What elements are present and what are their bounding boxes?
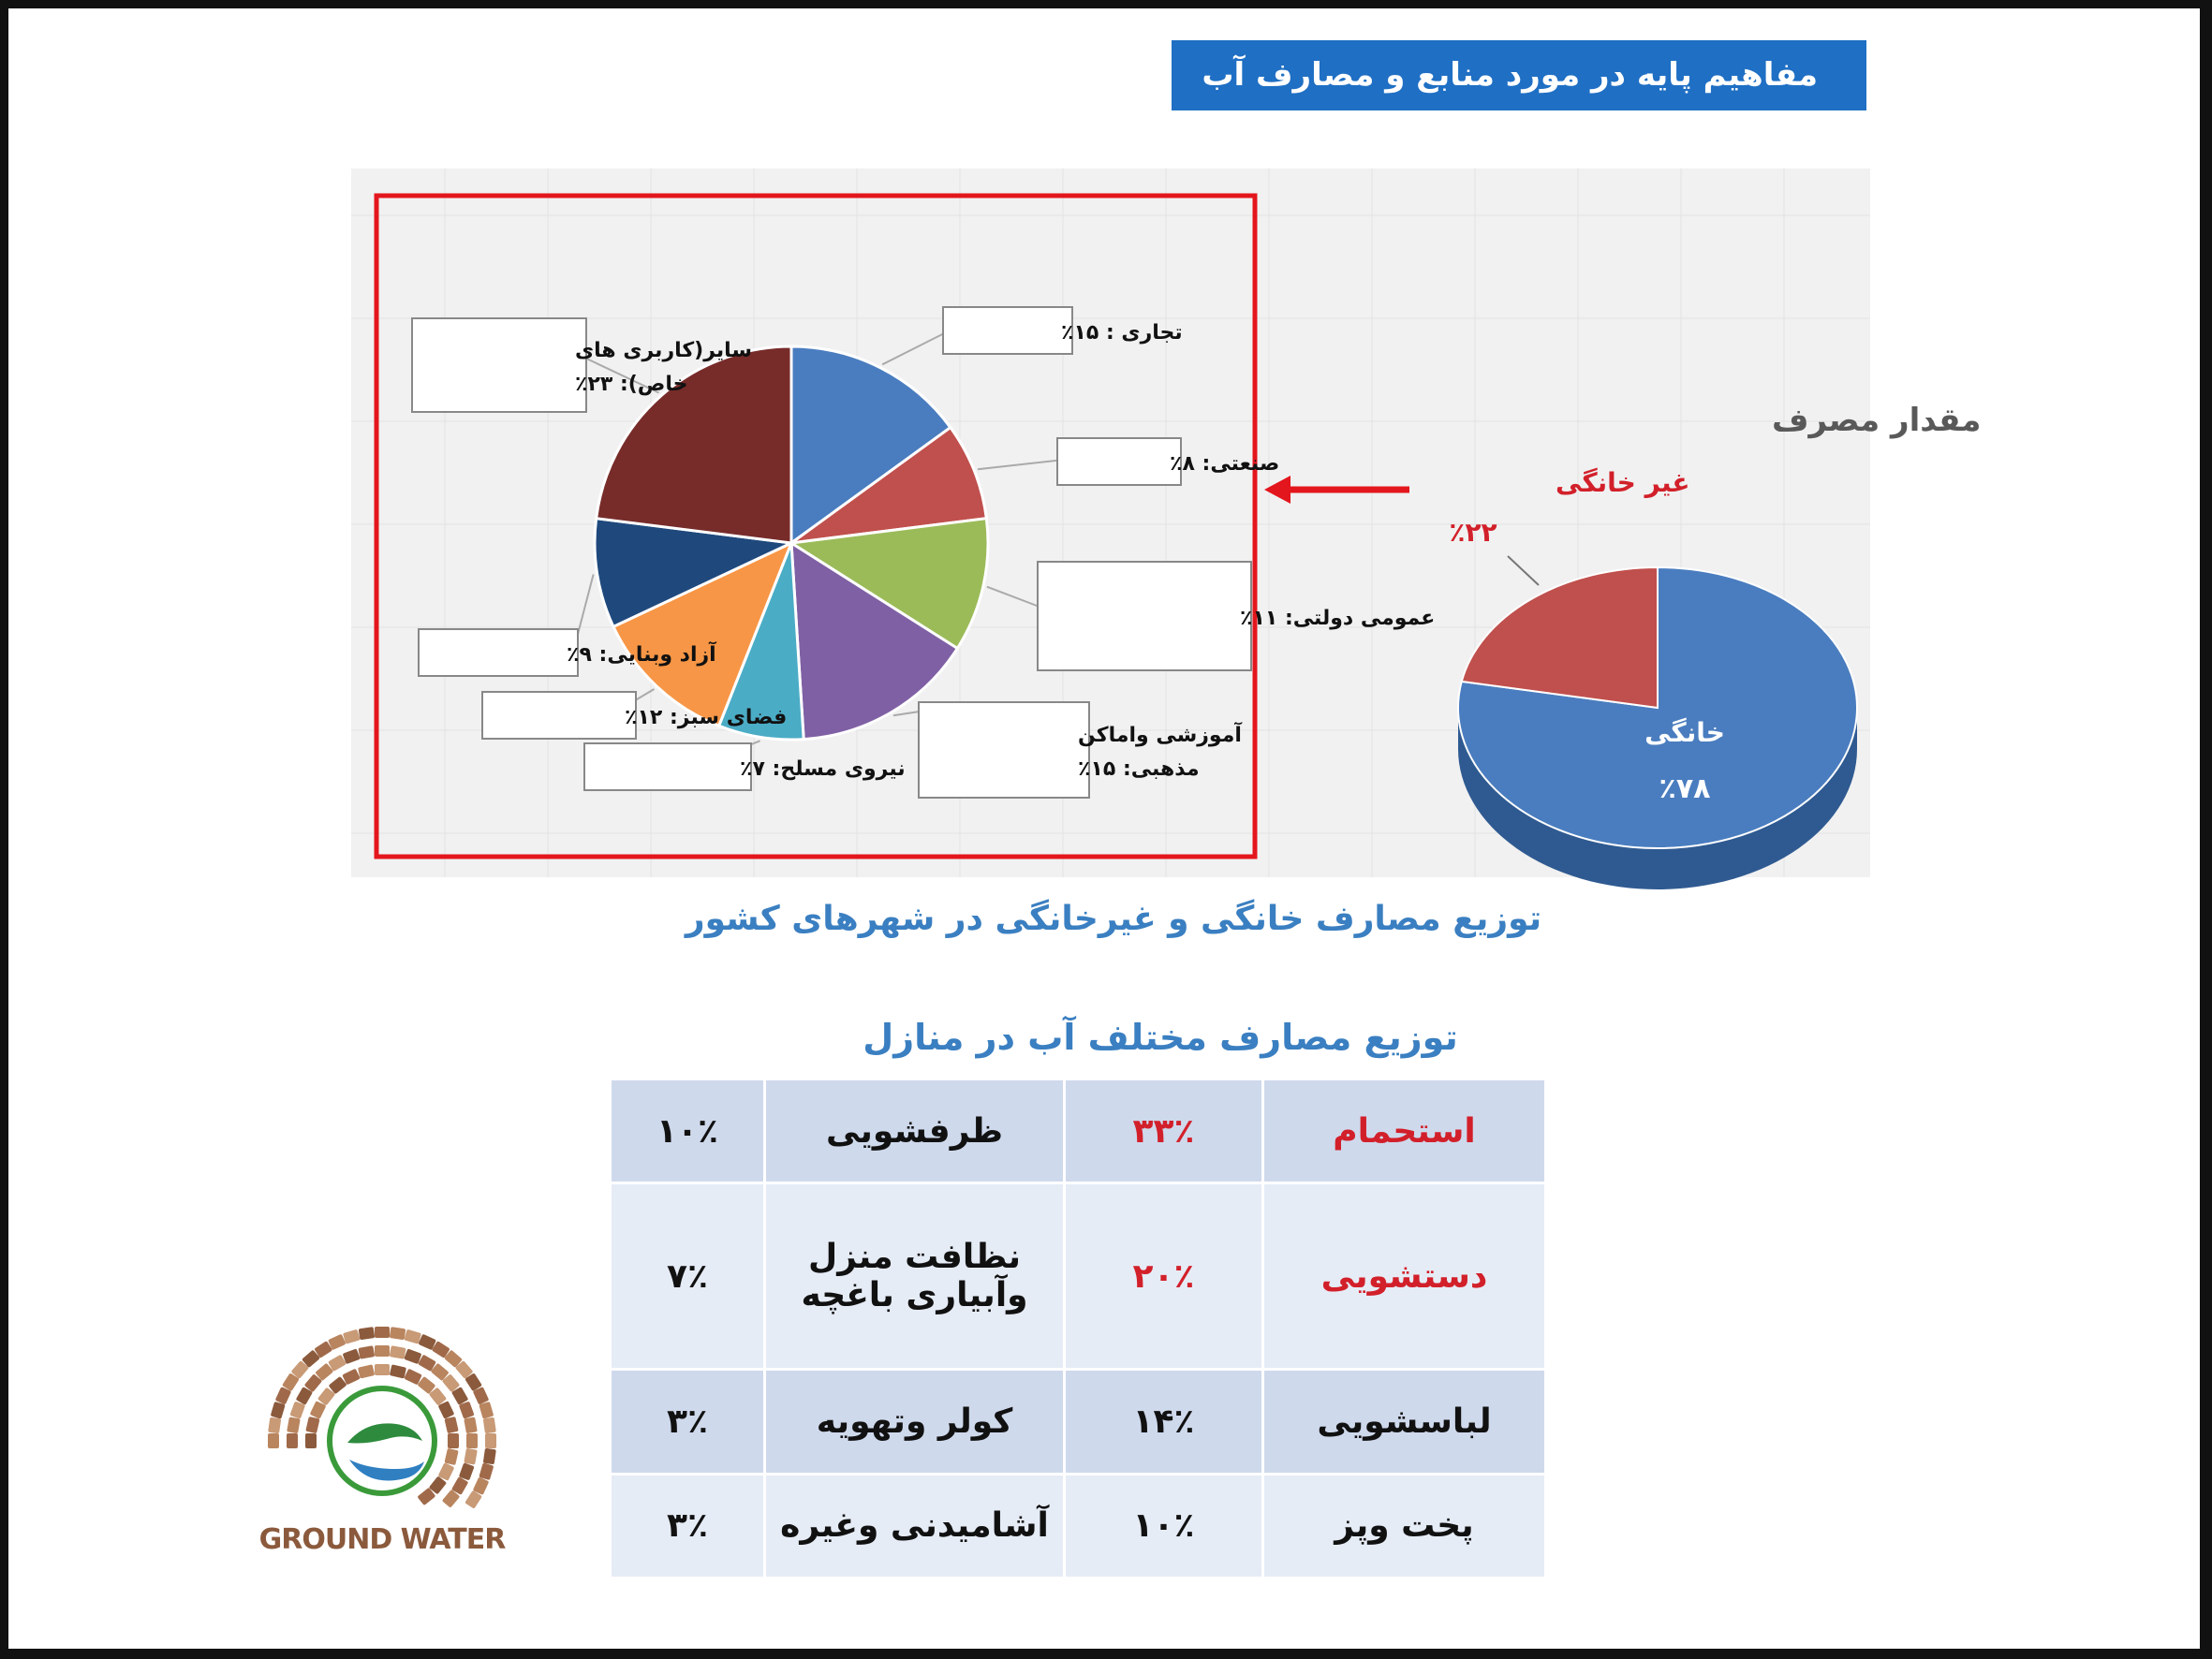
logo-brick xyxy=(479,1402,494,1419)
pie-label-box xyxy=(419,629,578,676)
table-row xyxy=(611,1474,1546,1578)
nonres-value: ٪۲۲ xyxy=(1449,517,1497,548)
table-cell-pct: ۳۳٪ xyxy=(1065,1079,1263,1183)
logo-brick xyxy=(464,1448,478,1465)
pie-slice-label: نیروی مسلح: ۷٪ xyxy=(740,757,906,781)
table-cell-pct2: ۷٪ xyxy=(611,1183,765,1370)
logo-brick xyxy=(466,1433,478,1448)
logo-brick xyxy=(444,1448,458,1465)
nonres-leader xyxy=(1508,556,1539,585)
logo-brick xyxy=(359,1327,376,1340)
usage-table xyxy=(609,1078,1547,1579)
logo-brick xyxy=(483,1448,496,1465)
table-cell-name: پخت وپز xyxy=(1263,1474,1546,1578)
arrow-icon xyxy=(1264,476,1409,504)
pie-label-box xyxy=(943,307,1072,354)
table-cell-name2-line2: وآبیاری باغچه xyxy=(801,1276,1028,1315)
chart-panel xyxy=(351,169,1982,877)
logo-brick xyxy=(444,1417,458,1433)
table-cell-name: دستشویی xyxy=(1263,1183,1546,1370)
logo-brick xyxy=(343,1329,361,1344)
charts-svg xyxy=(351,169,1982,877)
table-cell-name2-line1: نظافت منزل xyxy=(808,1238,1021,1277)
logo-brick xyxy=(390,1327,406,1340)
chart-caption: توزیع مصارف خانگی و غیرخانگی در شهرهای کشور xyxy=(685,900,1542,938)
pie-slice-label: خاص): ۲۳٪ xyxy=(575,373,688,396)
table-row xyxy=(611,1079,1546,1183)
logo-brick xyxy=(287,1417,301,1433)
table-cell-pct: ۱۰٪ xyxy=(1065,1474,1263,1578)
page-title-banner xyxy=(1172,40,1866,110)
res-value: ٪۷۸ xyxy=(1659,772,1711,805)
pie-label-box xyxy=(412,318,586,412)
logo-brick xyxy=(287,1433,298,1448)
table-cell-pct2: ۳٪ xyxy=(611,1474,765,1578)
logo-brick xyxy=(271,1402,286,1419)
logo-brick xyxy=(375,1364,390,1375)
table-row xyxy=(611,1183,1546,1370)
pie-slice-label: عمومی دولتی: ۱۱٪ xyxy=(1240,607,1436,630)
pie-label-box xyxy=(1038,562,1251,670)
pie-slice-label: سایر(کاربری های xyxy=(575,339,753,362)
table-cell-name2: ظرفشویی xyxy=(765,1079,1065,1183)
logo-brick xyxy=(375,1327,390,1338)
pie-label-box xyxy=(1057,438,1181,485)
category-pie xyxy=(595,346,988,740)
page-title: مفاهیم پایه در مورد منابع و مصارف آب xyxy=(1202,56,1818,94)
logo-brick xyxy=(305,1417,319,1433)
page xyxy=(8,8,2200,1649)
table-cell-name2: آشامیدنی وغیره xyxy=(765,1474,1065,1578)
table-cell-pct2: ۱۰٪ xyxy=(611,1079,765,1183)
table-row xyxy=(611,1370,1546,1474)
pie-slice-label: صنعتی: ۸٪ xyxy=(1170,452,1280,476)
logo-brick xyxy=(390,1345,406,1359)
table-caption: توزیع مصارف مختلف آب در منازل xyxy=(863,1017,1458,1058)
ground-water-logo xyxy=(256,1338,509,1563)
table-cell-name2: کولر وتهویه xyxy=(765,1370,1065,1474)
logo-brick xyxy=(485,1433,496,1448)
pie-label-box xyxy=(584,743,751,790)
table-cell-name: استحمام xyxy=(1263,1079,1546,1183)
logo-brick xyxy=(268,1417,281,1434)
pie-label-box xyxy=(919,702,1089,798)
table-cell-pct: ۲۰٪ xyxy=(1065,1183,1263,1370)
logo-brick xyxy=(375,1345,390,1357)
table-cell-pct2: ۳٪ xyxy=(611,1370,765,1474)
logo-brick xyxy=(448,1433,459,1448)
logo-brick xyxy=(358,1364,375,1378)
table-cell-pct: ۱۴٪ xyxy=(1065,1370,1263,1474)
res-label: خانگی xyxy=(1644,717,1725,748)
logo-brick xyxy=(358,1345,375,1359)
overview-title: مقدار مصرف xyxy=(1772,402,1982,439)
logo-brick xyxy=(464,1417,478,1433)
leader-line xyxy=(987,587,1044,609)
table-cell-name2 xyxy=(765,1183,1065,1370)
logo-brick xyxy=(305,1433,317,1448)
pie-slice-label: آزاد وبنایی: ۹٪ xyxy=(567,643,716,667)
logo-brick xyxy=(268,1433,279,1448)
logo-brick xyxy=(479,1462,494,1480)
logo-brick xyxy=(483,1417,496,1434)
pie-slice-label: فضای سبز: ۱۲٪ xyxy=(625,706,788,729)
logo-brick xyxy=(404,1329,421,1344)
logo-text: GROUND WATER xyxy=(258,1523,506,1556)
nonres-label: غیر خانگی xyxy=(1556,467,1690,498)
logo-brick xyxy=(390,1364,406,1378)
pie-label-box xyxy=(482,692,636,739)
pie-slice-label: تجاری : ۱۵٪ xyxy=(1061,321,1183,345)
pie-slice-label: آموزشی واماکن xyxy=(1078,724,1242,747)
table-cell-name: لباسشویی xyxy=(1263,1370,1546,1474)
pie-slice-label: مذهبی: ۱۵٪ xyxy=(1078,757,1200,781)
